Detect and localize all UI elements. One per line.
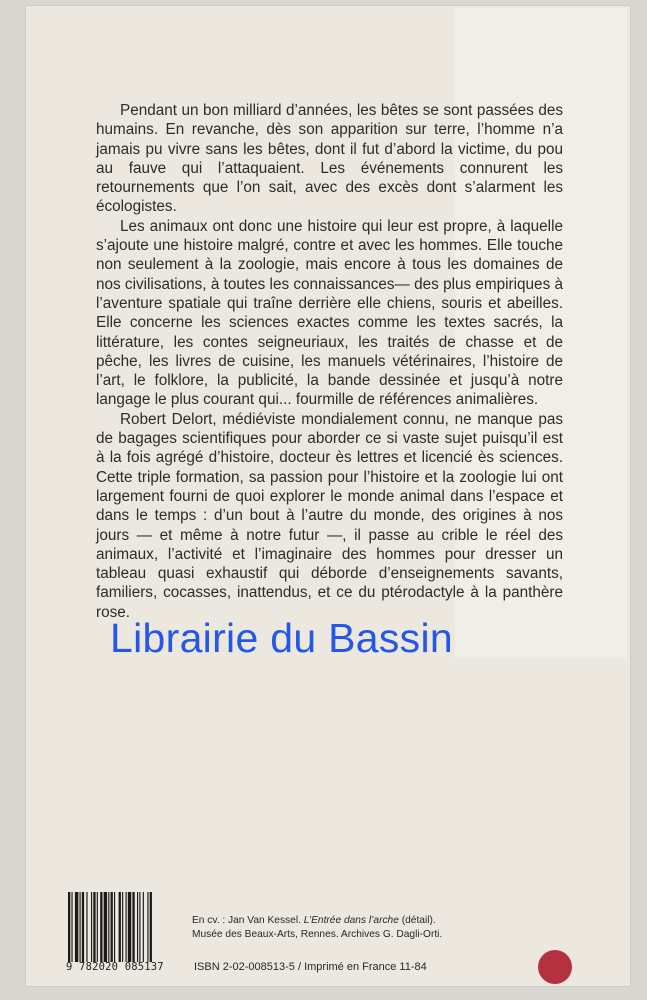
barcode-bar	[150, 892, 152, 962]
credit-title: L’Entrée dans l’arche	[303, 915, 399, 926]
barcode-bar	[75, 892, 78, 962]
blurb-paragraph-3: Robert Delort, médiéviste mondialement connu, ne manque pas de bagages scientifiques pour aborder ce si vaste sujet puisqu’il est à la fois agrégé d’histoire, docteur ès lettres et licencié ès sciences. Cette triple formation, sa passion pour l’histoire et la zoologie lui ont largement fourni de quoi explorer le monde animal dans l’espace et dans le temps : d’un bout à l’autre du monde, des origines à nos jours — et même à notre futur —, il passe au crible le réel des animaux, l’activité et l’imaginaire des hommes pour dresser un tableau quasi exhaustif qui déborde d’enseignements savants, familiers, cocasses, inattendus, et ce du ptérodactyle à la panthère rose.	[96, 410, 563, 621]
credit-prefix: En cv. : Jan Van Kessel.	[192, 915, 304, 926]
barcode-bar	[93, 892, 95, 962]
watermark: Librairie du Bassin	[110, 615, 453, 661]
barcode-bar	[137, 892, 138, 962]
credit-suffix: (détail).	[398, 915, 436, 926]
blurb-paragraph-1: Pendant un bon milliard d’années, les bêtes se sont passées des humains. En revanche, dès son apparition sur terre, l’homme n’a jamais pu vivre sans les bêtes, dont il fut d’abord la victime, du pou au fauve qui l’attaquaient. Les événements connurent les retournements que l’on sait, avec des excès dont s’alarment les écologistes.	[96, 102, 563, 216]
blurb-text	[96, 101, 563, 622]
barcode-bar	[114, 892, 115, 962]
barcode-bar	[80, 892, 81, 962]
isbn-line: ISBN 2-02-008513-5 / Imprimé en France 11-84	[194, 961, 427, 973]
credit-line-1	[192, 914, 492, 928]
barcode-bar	[71, 892, 72, 962]
barcode-bar	[68, 892, 70, 962]
barcode-bar	[111, 892, 113, 962]
barcode-bar	[91, 892, 92, 962]
barcode	[66, 892, 182, 976]
red-sticker-dot	[538, 950, 572, 984]
barcode-bar	[100, 892, 102, 962]
barcode-bar	[104, 892, 107, 962]
barcode-bars	[66, 892, 182, 962]
barcode-bar	[128, 892, 131, 962]
barcode-bar	[97, 892, 98, 962]
blurb-paragraph-2: Les animaux ont donc une histoire qui leur est propre, à laquelle s’ajoute une histoire malgré, contre et avec les hommes. Elle touche non seulement à la zoologie, mais encore à tous les domaines de nos civilisations, à toutes les connaissances— des plus empiriques à l’aventure spatiale qui traîne derrière elle chiens, souris et abeilles. Elle concerne les sciences exactes comme les textes sacrés, la littérature, les contes seigneuriaux, les traités de chasse et de pêche, les livres de cuisine, les manuels vétérinaires, l’histoire de l’art, le folklore, la publicité, la bande dessinée et jusqu’à notre langage le plus courant qui... fourmille de références animalières.	[96, 217, 563, 409]
barcode-bar	[143, 892, 144, 962]
barcode-bar	[139, 892, 140, 962]
barcode-bar	[122, 892, 123, 962]
barcode-bar	[86, 892, 87, 962]
cover-credit	[192, 914, 492, 941]
credit-line-2: Musée des Beaux-Arts, Rennes. Archives G. Dagli-Orti.	[192, 928, 443, 940]
barcode-bar	[132, 892, 134, 962]
barcode-bar	[82, 892, 84, 962]
barcode-bar	[126, 892, 127, 962]
barcode-bar	[147, 892, 148, 962]
barcode-bar	[119, 892, 121, 962]
barcode-digits: 9 782020 085137	[66, 961, 164, 973]
barcode-bar	[108, 892, 109, 962]
